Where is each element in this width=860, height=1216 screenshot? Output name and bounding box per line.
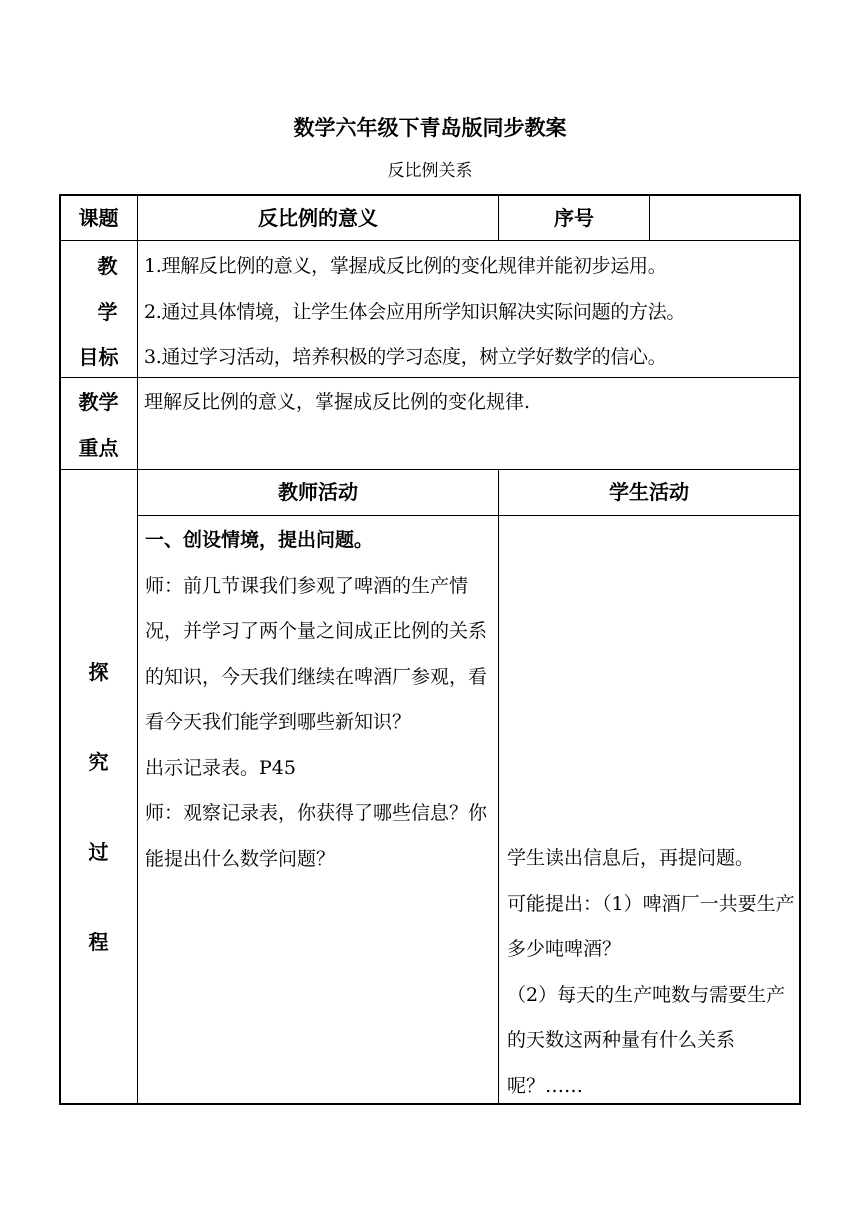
teacher-paragraph: 师：前几节课我们参观了啤酒的生产情况，并学习了两个量之间成正比例的关系的知识，今天我们继续在啤酒厂参观，看看今天我们能学到哪些新知识？ [145,574,488,733]
teacher-paragraph: 师：观察记录表，你获得了哪些信息？你能提出什么数学问题？ [145,802,488,870]
number-value [650,196,799,240]
student-paragraph: （2）每天的生产吨数与需要生产的天数这两种量有什么关系呢？…… [507,983,786,1097]
process-label-char: 程 [88,930,109,954]
goals-label-line-1: 教 [97,254,118,278]
key-points-label [60,380,137,471]
teacher-activity-header: 教师活动 [278,480,358,504]
goals-label [60,244,137,381]
student-activity-header: 学生活动 [609,480,689,504]
document-subtitle: 反比例关系 [387,161,473,181]
key-points-label-line-2: 重点 [78,435,119,460]
goal-item: 3.通过学习活动，培养积极的学习态度，树立学好数学的信心。 [144,346,667,368]
goals-label-line-3: 目标 [78,345,119,369]
process-label-char: 过 [88,840,109,864]
topic-label: 课题 [78,206,119,230]
student-activity [507,836,796,1109]
goals-list [144,244,798,381]
student-paragraph: 学生读出信息后，再提问题。 [507,847,755,869]
teacher-activity [145,518,493,882]
key-points-label-line-1: 教学 [78,390,119,414]
goal-item: 2.通过具体情境，让学生体会应用所学知识解决实际问题的方法。 [144,300,686,323]
process-label-char: 探 [88,660,109,684]
document-title: 数学六年级下青岛版同步教案 [293,116,567,140]
topic-value: 反比例的意义 [258,206,378,230]
process-label-char: 究 [88,750,109,774]
student-paragraph: 可能提出：（1）啤酒厂一共要生产多少吨啤酒？ [507,892,795,960]
key-points-text: 理解反比例的意义，掌握成反比例的变化规律. [144,391,531,413]
goals-label-line-2: 学 [97,299,118,324]
teacher-paragraph: 出示记录表。P45 [145,756,296,779]
teacher-heading: 一、创设情境，提出问题。 [145,529,374,551]
process-label [60,470,137,1103]
number-label: 序号 [554,206,594,230]
goal-item: 1.理解反比例的意义，掌握成反比例的变化规律并能初步运用。 [144,255,667,277]
